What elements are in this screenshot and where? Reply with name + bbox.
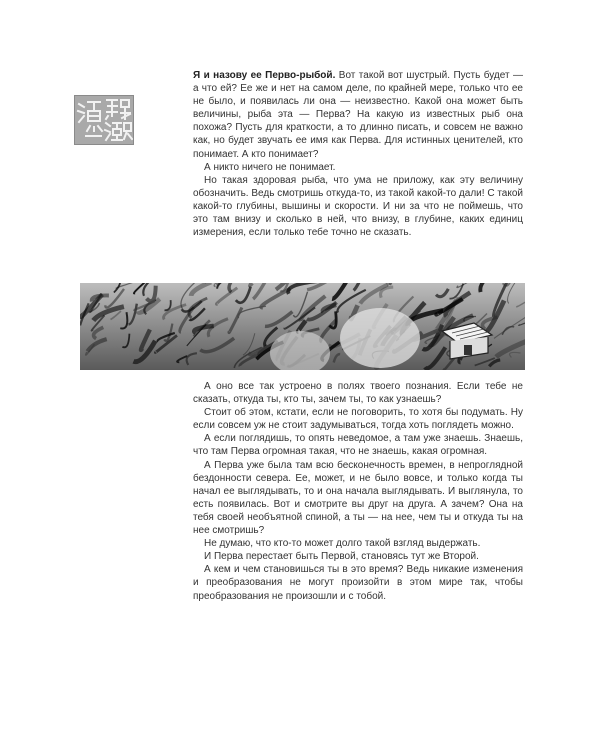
paragraph: Не думаю, что кто-то может долго такой взгляд выдержать. bbox=[204, 538, 481, 550]
lead-phrase: Я и назову ее Перво-рыбой. bbox=[193, 70, 336, 81]
paragraph: Но такая здоровая рыба, что ума не приложу, как эту величину обозначить. Ведь смотришь откуда-то, из такой какой-то дали! С такой какой-то глубины, вышины и скорости. И ни за что не поймешь, что это там внизу и сколько в ней, что внизу, в глубине, каких единиц измерения, если только тебе точно не сказать. bbox=[193, 174, 523, 239]
paragraph: А оно все так устроено в полях твоего познания. Если тебе не сказать, откуда ты, кто ты, зачем ты, то как узнаешь? bbox=[193, 381, 523, 406]
text-block-top bbox=[193, 69, 523, 239]
paragraph: И Перва перестает быть Первой, становясь тут же Второй. bbox=[204, 551, 479, 563]
ink-painting-graphic bbox=[80, 283, 525, 370]
ink-painting-illustration bbox=[80, 283, 525, 370]
paragraph: А кем и чем становишься ты в это время? Ведь никакие изменения и преобразования не могут произойти в этом мире так, чтобы преобразования не произошли и с тобой. bbox=[193, 564, 523, 602]
paragraph: А Перва уже была там всю бесконечность времен, в непроглядной бездонности севера. Ее, может, и не было вовсе, и только когда ты начал ее выглядывать, то и она начала выглядывать. И выглянула, то есть появилась. Вот и смотрите вы друг на друга. А зачем? Она на тебя своей необъятной спиной, а ты — на нее, чем ты и откуда ты на нее смотришь? bbox=[193, 459, 523, 537]
paragraph bbox=[193, 69, 523, 161]
seal-stamp-graphic bbox=[75, 96, 133, 144]
paragraph: А если поглядишь, то опять неведомое, а там уже знаешь. Знаешь, что там Перва огромная такая, что не знаешь, какая огромная. bbox=[193, 433, 523, 458]
paragraph: А никто ничего не понимает. bbox=[204, 161, 336, 173]
paragraph-text: Вот такой вот шустрый. Пусть будет — а что ей? Ее же и нет на самом деле, по крайней мере, только что ее не было, и появилась ли она — неизвестно. Какой она может быть величины, рыба эта — Перва? На какую из известных рыб она похожа? Пусть для краткости, а то длинно писать, и совсем не важно как, но будет звучать ее имя как Перва. Для истинных ценителей, кто понимает. А кто понимает? bbox=[193, 70, 523, 160]
text-block-bottom bbox=[193, 380, 523, 603]
paragraph: Стоит об этом, кстати, если не поговорить, то хотя бы подумать. Ну если совсем уж не стоит задумываться, тогда хоть поглядеть можно. bbox=[193, 407, 523, 432]
seal-stamp bbox=[74, 95, 134, 145]
